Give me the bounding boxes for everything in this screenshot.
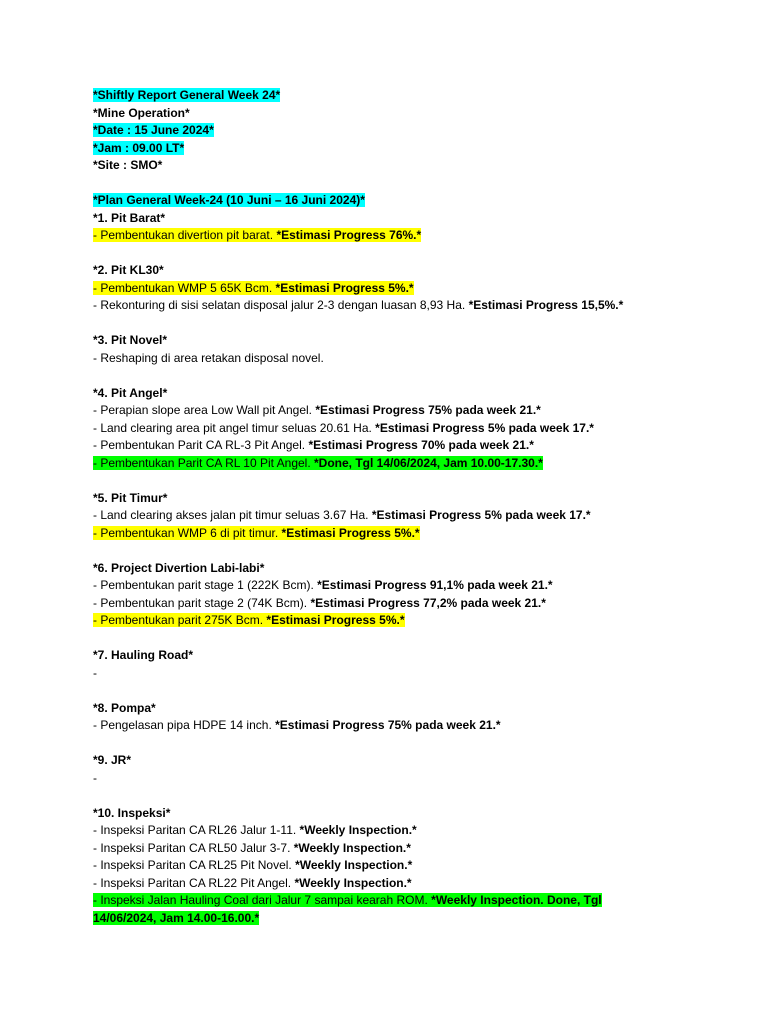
section-title-text: *2. Pit KL30* bbox=[93, 263, 164, 277]
list-item-status: *Estimasi Progress 5%.* bbox=[275, 280, 414, 295]
list-item-highlight bbox=[93, 613, 405, 627]
list-item bbox=[93, 577, 653, 595]
list-item-status: *Estimasi Progress 75% pada week 21.* bbox=[315, 403, 541, 417]
section-title bbox=[93, 210, 653, 228]
list-item-highlight bbox=[93, 893, 602, 925]
list-item bbox=[93, 840, 653, 858]
section-title bbox=[93, 490, 653, 508]
section-title-text: *1. Pit Barat* bbox=[93, 210, 166, 225]
list-item-highlight bbox=[93, 228, 421, 242]
list-item bbox=[93, 665, 653, 683]
section-title bbox=[93, 647, 653, 665]
list-item bbox=[93, 525, 653, 543]
report-header bbox=[93, 87, 653, 105]
list-item-status: *Done, Tgl 14/06/2024, Jam 10.00-17.30.* bbox=[314, 455, 543, 470]
section-title bbox=[93, 385, 653, 403]
list-item-text: - Land clearing akses jalan pit timur seluas 3.67 Ha. bbox=[93, 508, 372, 522]
list-item bbox=[93, 280, 653, 298]
section-title-text: *9. JR* bbox=[93, 753, 132, 767]
section-title bbox=[93, 560, 653, 578]
list-item-text: - Land clearing area pit angel timur seluas 20.61 Ha. bbox=[93, 420, 376, 435]
list-item-text: - Pembentukan divertion pit barat. bbox=[93, 228, 277, 242]
list-item bbox=[93, 297, 653, 315]
list-item-status: *Estimasi Progress 91,1% pada week 21.* bbox=[317, 578, 553, 592]
list-item-status: *Estimasi Progress 70% pada week 21.* bbox=[308, 438, 534, 452]
list-item-status: *Estimasi Progress 75% pada week 21.* bbox=[275, 718, 501, 732]
plan-title-text: *Plan General Week-24 (10 Juni – 16 Juni 2024)* bbox=[93, 193, 365, 207]
spacer bbox=[93, 367, 653, 385]
report-document bbox=[93, 87, 653, 927]
section-title-text: *8. Pompa* bbox=[93, 700, 156, 715]
report-site bbox=[93, 157, 653, 175]
list-item-status: *Weekly Inspection. Done, Tgl 14/06/2024, Jam 14.00-16.00.* bbox=[93, 893, 602, 925]
list-item-text: - Inspeksi Paritan CA RL22 Pit Angel. bbox=[93, 875, 295, 890]
list-item bbox=[93, 770, 653, 788]
list-item bbox=[93, 507, 653, 525]
list-item bbox=[93, 717, 653, 735]
list-item-status: *Estimasi Progress 77,2% pada week 21.* bbox=[310, 595, 546, 610]
list-item-status: *Weekly Inspection.* bbox=[294, 875, 412, 890]
list-item-text: - Inspeksi Paritan CA RL26 Jalur 1-11. bbox=[93, 823, 300, 837]
list-item-text: - Pembentukan parit stage 2 (74K Bcm). bbox=[93, 595, 311, 610]
spacer bbox=[93, 542, 653, 560]
report-subtitle bbox=[93, 105, 653, 123]
list-item-status: *Weekly Inspection.* bbox=[293, 840, 411, 855]
list-item-status: *Estimasi Progress 5% pada week 17.* bbox=[375, 420, 594, 435]
list-item bbox=[93, 857, 653, 875]
section-title-text: *10. Inspeksi* bbox=[93, 805, 171, 820]
list-item-text: - Pembentukan parit 275K Bcm. bbox=[93, 613, 267, 627]
spacer bbox=[93, 682, 653, 700]
list-item-highlight bbox=[93, 456, 543, 470]
list-item-status: *Weekly Inspection.* bbox=[295, 858, 413, 872]
section-title bbox=[93, 805, 653, 823]
section-title-text: *6. Project Divertion Labi-labi* bbox=[93, 560, 265, 575]
list-item-status: *Estimasi Progress 5% pada week 17.* bbox=[371, 508, 591, 522]
list-item-status: *Estimasi Progress 76%.* bbox=[276, 228, 422, 242]
report-time-text: *Jam : 09.00 LT* bbox=[93, 140, 185, 155]
list-item-text: - Perapian slope area Low Wall pit Angel. bbox=[93, 403, 316, 417]
list-item bbox=[93, 350, 653, 368]
spacer bbox=[93, 735, 653, 753]
section-title-text: *5. Pit Timur* bbox=[93, 490, 168, 505]
list-item-status: *Estimasi Progress 5%.* bbox=[281, 525, 420, 540]
list-item-text: - Pengelasan pipa HDPE 14 inch. bbox=[93, 718, 276, 732]
plan-title bbox=[93, 192, 653, 210]
list-item-text: - Pembentukan Parit CA RL 10 Pit Angel. bbox=[93, 455, 315, 470]
list-item-status: *Estimasi Progress 5%.* bbox=[266, 613, 405, 627]
spacer bbox=[93, 787, 653, 805]
list-item bbox=[93, 822, 653, 840]
list-item-text: - Pembentukan parit stage 1 (222K Bcm). bbox=[93, 578, 318, 592]
list-item bbox=[93, 612, 653, 630]
list-item bbox=[93, 455, 653, 473]
list-item-text: - Pembentukan WMP 6 di pit timur. bbox=[93, 525, 282, 540]
section-title bbox=[93, 262, 653, 280]
section-title-text: *3. Pit Novel* bbox=[93, 333, 168, 347]
list-item-text: - Inspeksi Paritan CA RL25 Pit Novel. bbox=[93, 858, 296, 872]
section-title-text: *4. Pit Angel* bbox=[93, 385, 168, 400]
spacer bbox=[93, 245, 653, 263]
report-subtitle-text: *Mine Operation* bbox=[93, 105, 190, 120]
list-item-text: - Inspeksi Jalan Hauling Coal dari Jalur 7 sampai kearah ROM. bbox=[93, 893, 432, 907]
list-item bbox=[93, 402, 653, 420]
section-title-text: *7. Hauling Road* bbox=[93, 648, 194, 662]
spacer bbox=[93, 630, 653, 648]
spacer bbox=[93, 472, 653, 490]
section-title bbox=[93, 752, 653, 770]
list-item-status: *Estimasi Progress 15,5%.* bbox=[468, 298, 624, 312]
report-date bbox=[93, 122, 653, 140]
list-item bbox=[93, 875, 653, 893]
list-item-text: - Rekonturing di sisi selatan disposal jalur 2-3 dengan luasan 8,93 Ha. bbox=[93, 298, 469, 312]
list-item-status: *Weekly Inspection.* bbox=[299, 823, 417, 837]
spacer bbox=[93, 175, 653, 193]
spacer bbox=[93, 315, 653, 333]
report-title: *Shiftly Report General Week 24* bbox=[93, 88, 281, 102]
list-item bbox=[93, 420, 653, 438]
list-item bbox=[93, 892, 633, 927]
list-item-text: - Inspeksi Paritan CA RL50 Jalur 3-7. bbox=[93, 840, 294, 855]
list-item bbox=[93, 227, 653, 245]
list-item-text: - Pembentukan Parit CA RL-3 Pit Angel. bbox=[93, 438, 309, 452]
list-item-text: - Reshaping di area retakan disposal novel. bbox=[93, 350, 324, 365]
report-time bbox=[93, 140, 653, 158]
list-item bbox=[93, 595, 653, 613]
list-item-highlight bbox=[93, 526, 420, 540]
list-item-highlight bbox=[93, 281, 414, 295]
list-item-text: - bbox=[93, 770, 97, 785]
list-item bbox=[93, 437, 653, 455]
report-site-text: *Site : SMO* bbox=[93, 158, 163, 172]
section-title bbox=[93, 700, 653, 718]
report-date-text: *Date : 15 June 2024* bbox=[93, 123, 214, 137]
list-item-text: - bbox=[93, 665, 97, 680]
list-item-text: - Pembentukan WMP 5 65K Bcm. bbox=[93, 280, 276, 295]
section-title bbox=[93, 332, 653, 350]
